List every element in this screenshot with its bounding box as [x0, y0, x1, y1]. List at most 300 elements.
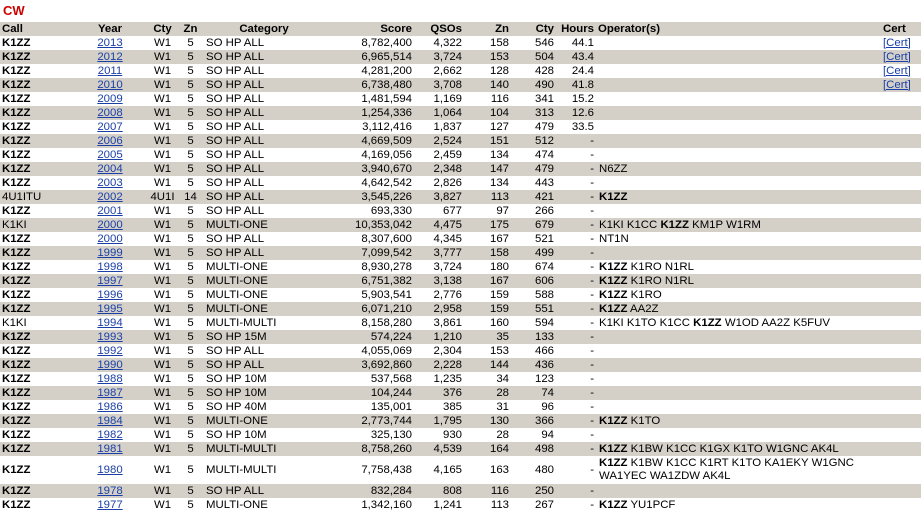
cert-cell [881, 414, 921, 428]
operators-cell [596, 400, 881, 414]
countries-count-cell: 498 [534, 442, 554, 455]
category-cell: SO HP ALL [206, 92, 265, 105]
zone-cell: 5 [187, 106, 194, 119]
cert-cell [881, 498, 921, 512]
col-header-cty: Cty [153, 23, 172, 35]
call-cell: K1ZZ [2, 78, 31, 91]
year-link[interactable]: 1990 [97, 358, 123, 371]
table-row [0, 414, 921, 428]
country-cell: W1 [153, 120, 172, 133]
cert-cell [881, 218, 921, 232]
score-cell: 135,001 [370, 400, 412, 413]
operator-callsign: K1ZZ [599, 190, 628, 203]
certificate-link[interactable]: [Cert] [883, 64, 911, 77]
table-row [0, 442, 921, 456]
year-link[interactable]: 1992 [97, 344, 123, 357]
country-cell: W1 [153, 386, 172, 399]
cert-cell [881, 246, 921, 260]
operator-callsign: K1ZZ [599, 302, 628, 315]
call-cell: K1ZZ [2, 330, 31, 343]
category-cell: SO HP ALL [206, 64, 265, 77]
score-cell: 4,169,056 [361, 148, 412, 161]
country-cell: W1 [153, 428, 172, 441]
table-row [0, 148, 921, 162]
col-header-category: Category [239, 23, 289, 35]
call-cell: K1ZZ [2, 463, 31, 476]
operator-callsign: K1TO [626, 316, 657, 329]
hours-cell: - [590, 414, 594, 427]
year-cell [72, 288, 148, 302]
hours-cell: - [590, 372, 594, 385]
hours-cell: - [590, 400, 594, 413]
table-row [0, 106, 921, 120]
table-row [0, 330, 921, 344]
call-cell: K1KI [2, 316, 27, 329]
table-row [0, 50, 921, 64]
zones-count-cell: 151 [489, 134, 509, 147]
country-cell: W1 [153, 316, 172, 329]
score-cell: 4,281,200 [361, 64, 412, 77]
zones-count-cell: 28 [496, 428, 509, 441]
year-link[interactable]: 1993 [97, 330, 123, 343]
year-cell [72, 302, 148, 316]
qsos-cell: 385 [442, 400, 462, 413]
cert-cell [881, 134, 921, 148]
col-header-score: Score [380, 23, 412, 35]
cert-cell [881, 442, 921, 456]
operators-cell [596, 106, 881, 120]
country-cell: W1 [153, 50, 172, 63]
operators-cell [596, 498, 881, 512]
country-cell: W1 [153, 218, 172, 231]
qsos-cell: 3,724 [433, 50, 462, 63]
zone-cell: 5 [187, 64, 194, 77]
zones-count-cell: 140 [489, 78, 509, 91]
zone-cell: 5 [187, 386, 194, 399]
zones-count-cell: 134 [489, 148, 509, 161]
qsos-cell: 1,064 [433, 106, 462, 119]
operator-callsign: K1ZZ [660, 218, 689, 231]
hours-cell: 12.6 [571, 106, 594, 119]
qsos-cell: 4,539 [433, 442, 462, 455]
countries-count-cell: 123 [534, 372, 554, 385]
year-link[interactable]: 2000 [97, 218, 123, 231]
score-cell: 4,669,509 [361, 134, 412, 147]
qsos-cell: 1,241 [433, 498, 462, 511]
score-cell: 1,342,160 [361, 498, 412, 511]
hours-cell: - [590, 316, 594, 329]
year-link[interactable]: 2011 [97, 64, 123, 77]
year-cell [72, 232, 148, 246]
col-header-operators: Operator(s) [598, 23, 661, 35]
countries-count-cell: 267 [534, 498, 554, 511]
operator-callsign: K1ZZ [599, 457, 628, 469]
year-link[interactable]: 1988 [97, 372, 123, 385]
year-link[interactable]: 2006 [97, 134, 123, 147]
table-row [0, 428, 921, 442]
category-cell: SO HP ALL [206, 358, 265, 371]
zones-count-cell: 159 [489, 302, 509, 315]
qsos-cell: 3,777 [433, 246, 462, 259]
operator-callsign: AK4L [810, 442, 839, 455]
call-cell: K1ZZ [2, 484, 31, 497]
qsos-cell: 2,524 [433, 134, 462, 147]
results-table [0, 22, 921, 512]
operator-callsign: AK4L [702, 470, 731, 482]
qsos-cell: 2,228 [433, 358, 462, 371]
cert-cell [881, 162, 921, 176]
table-row [0, 120, 921, 134]
hours-cell: - [590, 288, 594, 301]
hours-cell: - [590, 232, 594, 245]
zone-cell: 5 [187, 120, 194, 133]
operators-cell [596, 78, 881, 92]
operator-callsign: AA2Z [761, 316, 791, 329]
table-row [0, 92, 921, 106]
country-cell: W1 [153, 302, 172, 315]
qsos-cell: 3,708 [433, 78, 462, 91]
zone-cell: 5 [187, 260, 194, 273]
score-cell: 8,307,600 [361, 232, 412, 245]
year-link[interactable]: 2007 [97, 120, 123, 133]
year-cell [72, 246, 148, 260]
call-cell: K1ZZ [2, 246, 31, 259]
countries-count-cell: 341 [534, 92, 554, 105]
year-cell [72, 358, 148, 372]
year-cell [72, 120, 148, 134]
qsos-cell: 1,169 [433, 92, 462, 105]
score-cell: 3,940,670 [361, 162, 412, 175]
section-title: CW [3, 3, 25, 18]
call-cell: K1ZZ [2, 400, 31, 413]
hours-cell: - [590, 148, 594, 161]
zone-cell: 5 [187, 330, 194, 343]
zone-cell: 5 [187, 78, 194, 91]
table-row [0, 134, 921, 148]
score-cell: 6,965,514 [361, 50, 412, 63]
countries-count-cell: 499 [534, 246, 554, 259]
operator-callsign: AA2Z [630, 302, 659, 315]
zone-cell: 5 [187, 204, 194, 217]
zone-cell: 5 [187, 344, 194, 357]
hours-cell: - [590, 463, 594, 476]
category-cell: MULTI-ONE [206, 218, 268, 231]
operators-cell [596, 274, 881, 288]
hours-cell: - [590, 260, 594, 273]
zone-cell: 14 [184, 190, 197, 203]
zone-cell: 5 [187, 218, 194, 231]
year-link[interactable]: 2005 [97, 148, 123, 161]
hours-cell: - [590, 274, 594, 287]
year-link[interactable]: 2004 [97, 162, 123, 175]
category-cell: SO HP ALL [206, 106, 265, 119]
qsos-cell: 2,776 [433, 288, 462, 301]
country-cell: W1 [153, 414, 172, 427]
operators-cell [596, 414, 881, 428]
zone-cell: 5 [187, 400, 194, 413]
operator-callsign: K1ZZ [599, 442, 628, 455]
year-link[interactable]: 2010 [97, 78, 123, 91]
country-cell: W1 [153, 204, 172, 217]
qsos-cell: 3,138 [433, 274, 462, 287]
category-cell: SO HP ALL [206, 162, 265, 175]
zones-count-cell: 34 [496, 372, 509, 385]
year-link[interactable]: 1995 [97, 302, 123, 315]
year-link[interactable]: 1981 [97, 442, 123, 455]
operator-callsign: W1RM [726, 218, 761, 231]
category-cell: SO HP 40M [206, 400, 267, 413]
year-link[interactable]: 1980 [97, 463, 123, 476]
country-cell: W1 [153, 498, 172, 511]
cert-cell [881, 456, 921, 484]
year-link[interactable]: 2002 [97, 190, 123, 203]
country-cell: W1 [153, 92, 172, 105]
country-cell: W1 [153, 64, 172, 77]
zones-count-cell: 28 [496, 386, 509, 399]
countries-count-cell: 679 [534, 218, 554, 231]
hours-cell: - [590, 358, 594, 371]
call-cell: 4U1ITU [2, 190, 42, 203]
zone-cell: 5 [187, 50, 194, 63]
certificate-link[interactable]: [Cert] [883, 36, 911, 49]
certificate-link[interactable]: [Cert] [883, 50, 911, 63]
year-link[interactable]: 2008 [97, 106, 123, 119]
zones-count-cell: 97 [496, 204, 509, 217]
countries-count-cell: 594 [534, 316, 554, 329]
operators-cell [596, 134, 881, 148]
zones-count-cell: 144 [489, 358, 509, 371]
hours-cell: - [590, 428, 594, 441]
hours-cell: - [590, 344, 594, 357]
year-link[interactable]: 1987 [97, 386, 123, 399]
operator-callsign: K5FUV [793, 316, 830, 329]
table-row [0, 386, 921, 400]
cert-cell [881, 386, 921, 400]
zone-cell: 5 [187, 463, 194, 476]
hours-cell: - [590, 190, 594, 203]
category-cell: MULTI-ONE [206, 260, 268, 273]
countries-count-cell: 250 [534, 484, 554, 497]
country-cell: W1 [153, 442, 172, 455]
call-cell: K1ZZ [2, 302, 31, 315]
year-cell [72, 274, 148, 288]
qsos-cell: 2,958 [433, 302, 462, 315]
cert-cell [881, 50, 921, 64]
year-cell [72, 190, 148, 204]
cert-cell [881, 204, 921, 218]
cert-cell [881, 484, 921, 498]
operators-cell [596, 218, 881, 232]
countries-count-cell: 521 [534, 232, 554, 245]
category-cell: SO HP ALL [206, 484, 265, 497]
year-link[interactable]: 2003 [97, 176, 123, 189]
call-cell: K1ZZ [2, 344, 31, 357]
year-link[interactable]: 1986 [97, 400, 123, 413]
countries-count-cell: 551 [534, 302, 554, 315]
col-header-zn: Zn [183, 23, 198, 35]
countries-count-cell: 546 [534, 36, 554, 49]
zones-count-cell: 180 [489, 260, 509, 273]
countries-count-cell: 466 [534, 344, 554, 357]
col-header-call: Call [2, 23, 23, 35]
year-link[interactable]: 1984 [97, 414, 123, 427]
countries-count-cell: 94 [541, 428, 554, 441]
call-cell: K1ZZ [2, 386, 31, 399]
col-header-cert: Cert [883, 23, 906, 35]
operators-cell [596, 260, 881, 274]
country-cell: 4U1I [150, 190, 175, 203]
countries-count-cell: 313 [534, 106, 554, 119]
score-cell: 5,903,541 [361, 288, 412, 301]
score-cell: 6,738,480 [361, 78, 412, 91]
qsos-cell: 4,165 [433, 463, 462, 476]
operators-cell [596, 442, 881, 456]
zone-cell: 5 [187, 134, 194, 147]
zone-cell: 5 [187, 498, 194, 511]
year-link[interactable]: 2001 [97, 204, 123, 217]
operator-callsign: K1ZZ [599, 260, 628, 273]
operator-callsign: K1GX [699, 442, 731, 455]
qsos-cell: 2,826 [433, 176, 462, 189]
year-cell [72, 484, 148, 498]
operators-cell [596, 484, 881, 498]
year-link[interactable]: 2012 [97, 50, 123, 63]
countries-count-cell: 479 [534, 162, 554, 175]
call-cell: K1ZZ [2, 64, 31, 77]
qsos-cell: 930 [442, 428, 462, 441]
country-cell: W1 [153, 148, 172, 161]
country-cell: W1 [153, 358, 172, 371]
zone-cell: 5 [187, 428, 194, 441]
cert-cell [881, 106, 921, 120]
qsos-cell: 3,827 [433, 190, 462, 203]
category-cell: MULTI-ONE [206, 288, 268, 301]
year-link[interactable]: 1997 [97, 274, 123, 287]
zone-cell: 5 [187, 162, 194, 175]
year-cell [72, 134, 148, 148]
operator-callsign: K1ZZ [599, 288, 628, 301]
zone-cell: 5 [187, 414, 194, 427]
year-link[interactable]: 1999 [97, 246, 123, 259]
zones-count-cell: 128 [489, 64, 509, 77]
score-cell: 6,751,382 [361, 274, 412, 287]
operator-callsign: K1RO [630, 288, 662, 301]
countries-count-cell: 74 [541, 386, 554, 399]
call-cell: K1ZZ [2, 442, 31, 455]
operator-callsign: K1CC [666, 442, 697, 455]
col-header-countries: Cty [535, 23, 554, 35]
table-row [0, 456, 921, 484]
table-row [0, 498, 921, 512]
year-link[interactable]: 1998 [97, 260, 123, 273]
score-cell: 7,099,542 [361, 246, 412, 259]
table-row [0, 344, 921, 358]
zones-count-cell: 158 [489, 36, 509, 49]
year-link[interactable]: 2000 [97, 232, 123, 245]
year-cell [72, 400, 148, 414]
year-link[interactable]: 2009 [97, 92, 123, 105]
hours-cell: 43.4 [571, 50, 594, 63]
year-link[interactable]: 1977 [97, 498, 123, 511]
cert-cell [881, 372, 921, 386]
hours-cell: - [590, 218, 594, 231]
qsos-cell: 1,210 [433, 330, 462, 343]
year-cell [72, 204, 148, 218]
year-cell [72, 442, 148, 456]
year-cell [72, 414, 148, 428]
operator-callsign: K1CC [659, 316, 690, 329]
country-cell: W1 [153, 246, 172, 259]
category-cell: SO HP ALL [206, 344, 265, 357]
operator-callsign: WA1YEC [599, 470, 647, 482]
col-header-hours: Hours [561, 23, 594, 35]
zones-count-cell: 31 [496, 400, 509, 413]
year-link[interactable]: 1982 [97, 428, 123, 441]
qsos-cell: 808 [442, 484, 462, 497]
year-cell [72, 428, 148, 442]
year-link[interactable]: 1994 [97, 316, 123, 329]
table-row [0, 36, 921, 50]
operators-cell [596, 316, 881, 330]
operator-callsign: K1RO [630, 274, 662, 287]
operators-cell [596, 302, 881, 316]
year-cell [72, 106, 148, 120]
operator-callsign: K1RO [630, 260, 662, 273]
table-row [0, 484, 921, 498]
score-cell: 693,330 [370, 204, 412, 217]
zones-count-cell: 159 [489, 288, 509, 301]
zones-count-cell: 153 [489, 50, 509, 63]
table-row [0, 372, 921, 386]
certificate-link[interactable]: [Cert] [883, 78, 911, 91]
table-row [0, 204, 921, 218]
table-row [0, 274, 921, 288]
operators-cell [596, 232, 881, 246]
category-cell: SO HP 10M [206, 372, 267, 385]
operators-cell [596, 344, 881, 358]
zone-cell: 5 [187, 274, 194, 287]
year-link[interactable]: 1996 [97, 288, 123, 301]
zone-cell: 5 [187, 302, 194, 315]
cert-cell [881, 120, 921, 134]
operators-cell [596, 92, 881, 106]
score-cell: 4,055,069 [361, 344, 412, 357]
zones-count-cell: 116 [490, 484, 509, 497]
operator-callsign: K1RT [699, 457, 729, 469]
year-link[interactable]: 2013 [97, 36, 123, 49]
operators-cell [596, 288, 881, 302]
cert-cell [881, 288, 921, 302]
zones-count-cell: 113 [490, 498, 509, 511]
zone-cell: 5 [187, 358, 194, 371]
cert-cell [881, 344, 921, 358]
year-link[interactable]: 1978 [97, 484, 123, 497]
zones-count-cell: 116 [490, 92, 509, 105]
hours-cell: - [590, 204, 594, 217]
call-cell: K1ZZ [2, 428, 31, 441]
category-cell: SO HP ALL [206, 232, 265, 245]
countries-count-cell: 266 [534, 204, 554, 217]
operator-callsign: N1RL [664, 260, 694, 273]
call-cell: K1ZZ [2, 120, 31, 133]
operators-cell [596, 428, 881, 442]
call-cell: K1KI [2, 218, 27, 231]
country-cell: W1 [153, 344, 172, 357]
qsos-cell: 4,345 [433, 232, 462, 245]
call-cell: K1ZZ [2, 232, 31, 245]
table-row [0, 218, 921, 232]
score-cell: 8,782,400 [361, 36, 412, 49]
